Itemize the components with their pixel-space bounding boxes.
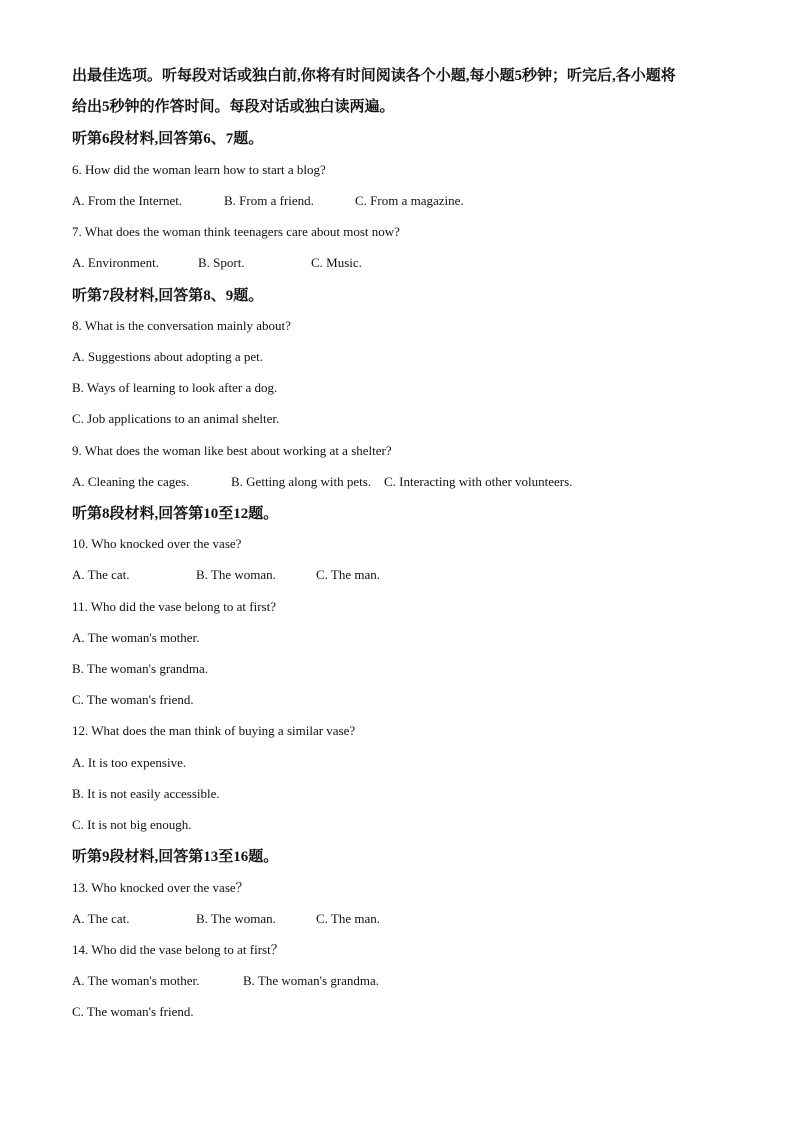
option-a: A. Suggestions about adopting a pet. bbox=[72, 349, 264, 364]
option-c: C. The woman's friend. bbox=[72, 692, 194, 707]
option-c: C. From a magazine. bbox=[355, 193, 464, 208]
question-text: 12. What does the man think of buying a similar vase? bbox=[72, 723, 356, 738]
option-b: B. From a friend. bbox=[224, 193, 314, 208]
question-text: 6. How did the woman learn how to start a blog? bbox=[72, 162, 326, 177]
option-c: C. The woman's friend. bbox=[72, 1004, 194, 1019]
section-heading: 听第7段材料,回答第8、9题。 bbox=[72, 288, 264, 304]
option-a: A. The cat. bbox=[72, 567, 130, 582]
option-a: A. It is too expensive. bbox=[72, 755, 187, 770]
option-a: A. Cleaning the cages. bbox=[72, 474, 190, 489]
option-a: A. The woman's mother. bbox=[72, 973, 200, 988]
option-b: B. The woman. bbox=[196, 911, 276, 926]
section-heading: 听第9段材料,回答第13至16题。 bbox=[72, 849, 279, 865]
option-a: A. The woman's mother. bbox=[72, 630, 200, 645]
intro-line-1: 出最佳选项。听每段对话或独白前,你将有时间阅读各个小题,每小题5秒钟；听完后,各小题将 bbox=[72, 68, 676, 84]
question-text: 9. What does the woman like best about working at a shelter? bbox=[72, 443, 392, 458]
option-b: B. The woman's grandma. bbox=[72, 661, 209, 676]
option-b: B. The woman. bbox=[196, 567, 276, 582]
option-b: B. Sport. bbox=[198, 255, 245, 270]
question-text: 11. Who did the vase belong to at first? bbox=[72, 599, 276, 614]
option-b: B. Getting along with pets. bbox=[231, 474, 372, 489]
section-heading: 听第6段材料,回答第6、7题。 bbox=[72, 131, 264, 147]
option-c: C. Music. bbox=[311, 255, 362, 270]
question-text: 13. Who knocked over the vase？ bbox=[72, 880, 249, 895]
option-c: C. Interacting with other volunteers. bbox=[384, 474, 573, 489]
question-text: 8. What is the conversation mainly about? bbox=[72, 318, 291, 333]
question-text: 7. What does the woman think teenagers care about most now? bbox=[72, 224, 400, 239]
section-heading: 听第8段材料,回答第10至12题。 bbox=[72, 506, 279, 522]
option-c: C. Job applications to an animal shelter. bbox=[72, 411, 280, 426]
option-c: C. The man. bbox=[316, 567, 381, 582]
option-b: B. Ways of learning to look after a dog. bbox=[72, 380, 278, 395]
option-a: A. From the Internet. bbox=[72, 193, 183, 208]
option-b: B. The woman's grandma. bbox=[243, 973, 380, 988]
option-b: B. It is not easily accessible. bbox=[72, 786, 220, 801]
option-a: A. Environment. bbox=[72, 255, 160, 270]
intro-line-2: 给出5秒钟的作答时间。每段对话或独白读两遍。 bbox=[72, 99, 395, 115]
option-c: C. The man. bbox=[316, 911, 381, 926]
question-text: 14. Who did the vase belong to at first？ bbox=[72, 942, 284, 957]
option-c: C. It is not big enough. bbox=[72, 817, 192, 832]
option-a: A. The cat. bbox=[72, 911, 130, 926]
question-text: 10. Who knocked over the vase? bbox=[72, 536, 242, 551]
